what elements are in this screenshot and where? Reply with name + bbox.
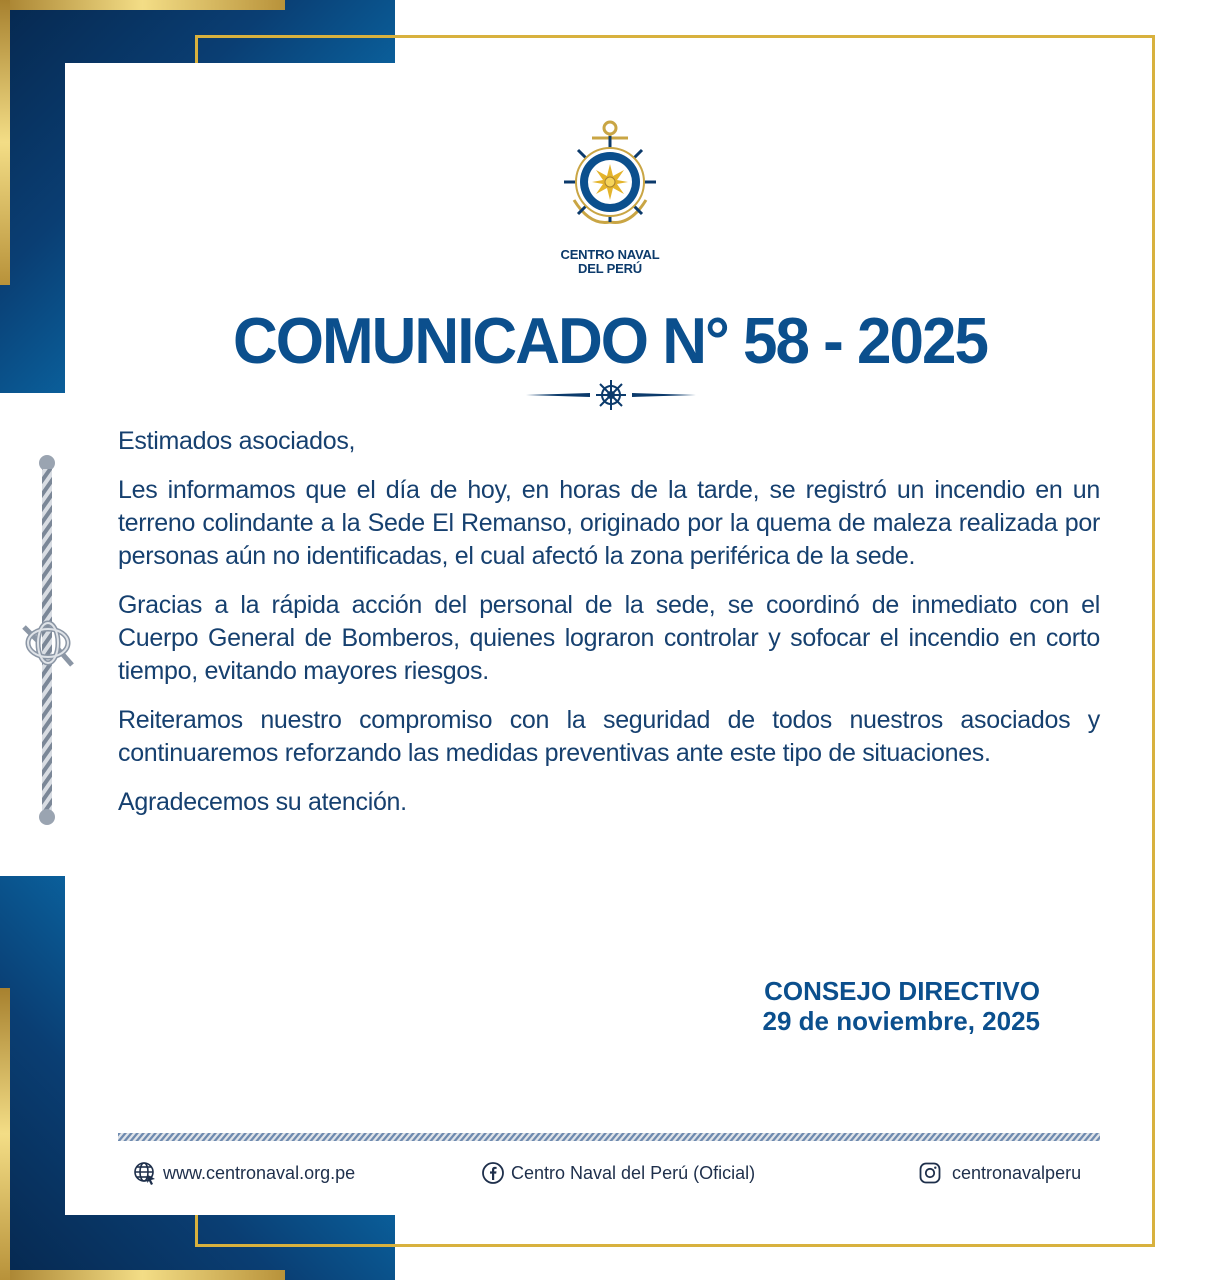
gold-accent [0, 988, 10, 1280]
ship-wheel-icon [526, 378, 696, 412]
rope-knot-icon [20, 615, 76, 673]
logo-line-2: DEL PERÚ [578, 261, 642, 276]
logo-wordmark [520, 248, 700, 276]
paragraph-3: Reiteramos nuestro compromiso con la seguridad de todos nuestros asociados y continuaremos reforzando las medidas preventivas ante este tipo de situaciones. [118, 706, 1100, 767]
footer-website-link[interactable] [133, 1158, 355, 1188]
footer-facebook-link[interactable] [481, 1158, 755, 1188]
signature-block [763, 976, 1040, 1036]
signature-org: CONSEJO DIRECTIVO [764, 976, 1040, 1006]
signature-date: 29 de noviembre, 2025 [762, 1006, 1040, 1036]
paragraph-1: Les informamos que el día de hoy, en horas de la tarde, se registró un incendio en un terreno colindante a la Sede El Remanso, originado por la quema de maleza realizada por personas aún no identificadas, el cual afectó la zona periférica de la sede. [118, 476, 1100, 570]
communique-body [118, 425, 1100, 835]
gold-accent [0, 0, 285, 10]
facebook-text: Centro Naval del Perú (Oficial) [511, 1162, 756, 1183]
instagram-text: centronavalperu [952, 1162, 1082, 1183]
paragraph-2: Gracias a la rápida acción del personal de la sede, se coordinó de inmediato con el Cuerpo General de Bomberos, quienes lograron controlar y sofocar el incendio en corto tiempo, evitando mayores riesgos. [118, 591, 1100, 685]
closing: Agradecemos su atención. [118, 788, 407, 816]
greeting: Estimados asociados, [118, 427, 356, 455]
facebook-icon [481, 1161, 505, 1185]
footer-rope-divider [118, 1133, 1100, 1141]
gold-accent [0, 1270, 285, 1280]
website-text: www.centronaval.org.pe [163, 1162, 356, 1183]
anchor-emblem-icon [560, 118, 660, 230]
gold-accent [0, 0, 10, 285]
footer-instagram-link[interactable] [918, 1158, 1081, 1188]
instagram-icon [918, 1161, 942, 1185]
globe-icon [133, 1161, 157, 1185]
page-title: COMUNICADO N° 58 - 2025 [233, 305, 987, 378]
logo-line-1: CENTRO NAVAL [560, 247, 660, 262]
